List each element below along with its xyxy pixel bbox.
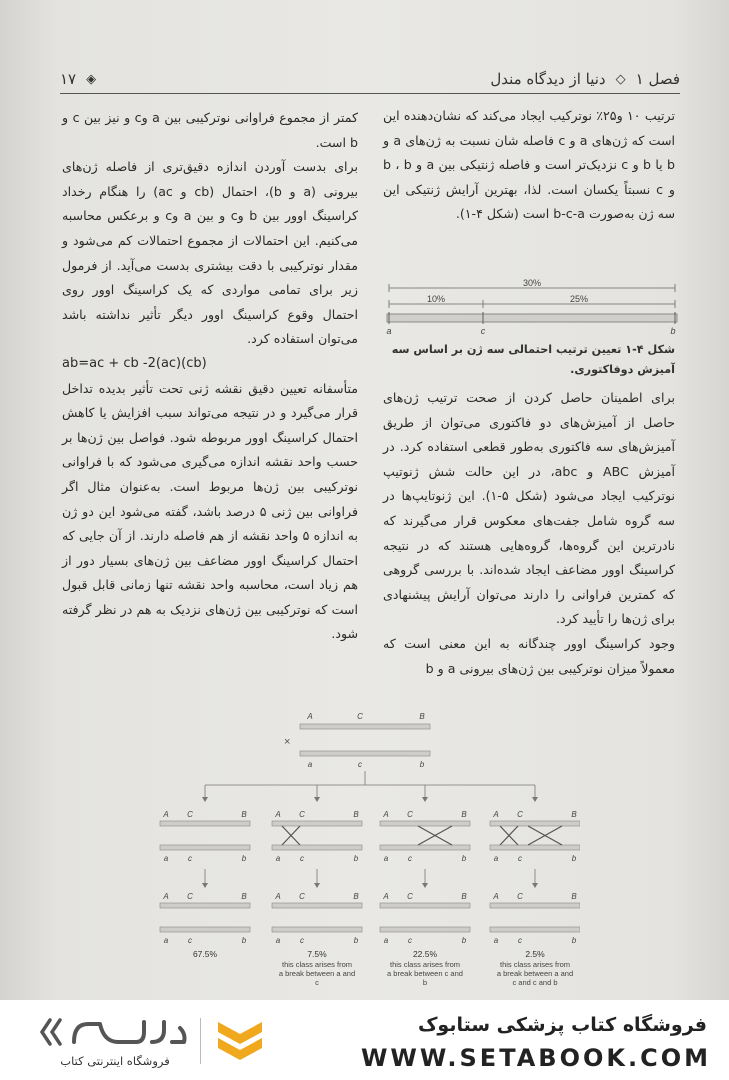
class-percent: 7.5% xyxy=(307,949,327,959)
class-note: c and c and b xyxy=(512,978,558,987)
result-label-a: a xyxy=(493,936,499,945)
result-label-B: B xyxy=(241,892,247,901)
result-label-b: b xyxy=(461,936,467,945)
class-label-B: B xyxy=(353,810,359,819)
chromosome-bar xyxy=(387,314,677,322)
result-label-B: B xyxy=(571,892,577,901)
result-label-b: b xyxy=(571,936,577,945)
cross-symbol: × xyxy=(284,736,291,748)
diamond-icon: ◇ xyxy=(615,71,626,87)
class-label-b: b xyxy=(571,854,577,863)
chromosome xyxy=(272,821,362,826)
chromosome xyxy=(380,903,470,908)
store-name: فروشگاه کتاب پزشکی ستابوک xyxy=(417,1014,707,1036)
locus-c: c xyxy=(480,326,486,336)
store-footer xyxy=(0,1000,729,1080)
class-label-a: a xyxy=(275,854,281,863)
chromosome xyxy=(380,845,470,850)
class-label-b: b xyxy=(353,854,359,863)
paragraph: ترتیب ۱۰ و۲۵٪ نوترکیب ایجاد می‌کند که نشان‌دهنده این است که ژن‌های a و c فاصله شان نسبت به ژن‌های a و b یا b و c نزدیک‌تر است و فاصله ژنتیکی بین a و b ، b و c نسبتاً یکسان است. لذا، بهترین آرایش ژنتیکی این سه ژن به‌صورت b-c-a است (شکل ۴-۱). xyxy=(383,108,675,222)
class-label-c: c xyxy=(300,854,304,863)
total-distance-label: 30% xyxy=(522,278,542,288)
paragraph: وجود کراسینگ اوور چندگانه به این معنی است که معمولاً میزان نوترکیبی بین ژن‌های بیرونی a و b xyxy=(383,635,675,676)
class-percent: 22.5% xyxy=(412,949,438,959)
paragraph: برای اطمینان حاصل کردن از صحت ترتیب ژن‌های حاصل از آمیزش‌های دو فاکتوری می‌توان از طریق آمیزش‌های سه فاکتوری به‌طور قطعی استفاده کرد. در آمیزش ABC و abc، در این حالت شش ژنوتیپ نوترکیب ایجاد می‌شود (شکل ۵-۱). این ژنوتایپ‌ها در سه گروه شامل جفت‌های معکوس قرار می‌گیرند که نادرترین این گروه‌ها، گروه‌هایی هستند که در نتیجه کراسینگ اوور مضاعف ایجاد شده‌اند. با بررسی گروهی که کمترین فراوانی را دارند می‌توان آرایش پیشنهادی برای ژن‌ها را تأیید کرد. xyxy=(383,390,675,627)
class-note: this class arises from xyxy=(281,960,353,969)
chromosome xyxy=(272,845,362,850)
class-label-b: b xyxy=(461,854,467,863)
chromosome xyxy=(490,927,580,932)
arrow-head xyxy=(314,883,320,888)
class-label-B: B xyxy=(461,810,467,819)
class-note: c xyxy=(315,978,319,987)
chromosome xyxy=(272,927,362,932)
locus-b: b xyxy=(670,326,676,336)
class-label-C: C xyxy=(187,810,193,819)
three-point-cross-figure xyxy=(150,705,580,1000)
running-header xyxy=(60,66,680,92)
paragraph: متأسفانه تعیین دقیق نقشه ژنی تحت تأثیر بدیده تداخل قرار می‌گیرد و در نتیجه می‌تواند سبب افزایش یا کاهش احتمال کراسینگ اوور مربوطه شود. فواصل بین ژن‌ها بر حسب واحد نقشه اندازه می‌گیری می‌شود که با فراوانی نوترکیبی بین ژن‌ها مربوط است. به‌عنوان مثال اگر فراوانی بین ژنی ۵ درصد باشد، گفته می‌شود این دو ژن به اندازه ۵ واحد نقشه از هم فاصله دارند. از آن جایی که احتمال کراسینگ اوور مضاعف بین ژن‌های بسیار دور از هم زیاد است، محاسبه واحد نقشه تنها زمانی قابل قبول است که نوترکیبی بین ژن‌های نزدیک به هم در نظر گرفته شود. xyxy=(62,380,358,642)
result-label-A: A xyxy=(163,892,169,901)
right-column-bottom xyxy=(383,386,675,681)
chromosome xyxy=(490,845,580,850)
class-note: b xyxy=(422,978,428,987)
parent-label-B: B xyxy=(419,712,425,721)
result-label-B: B xyxy=(461,892,467,901)
page-number: ۱۷ xyxy=(60,70,77,88)
parent-label-C: C xyxy=(357,712,363,721)
paragraph: کمتر از مجموع فراوانی نوترکیبی بین a وc و نیز بین c و b است. xyxy=(62,110,358,150)
result-label-b: b xyxy=(353,936,359,945)
class-label-c: c xyxy=(188,854,192,863)
setabook-logo xyxy=(40,1012,190,1052)
chapter-title: دنیا از دیدگاه مندل xyxy=(490,70,606,88)
class-label-c: c xyxy=(408,854,412,863)
result-label-a: a xyxy=(383,936,389,945)
class-label-B: B xyxy=(571,810,577,819)
result-label-A: A xyxy=(275,892,281,901)
result-label-A: A xyxy=(493,892,499,901)
result-label-c: c xyxy=(518,936,522,945)
left-distance-label: 10% xyxy=(426,294,446,304)
result-label-c: c xyxy=(300,936,304,945)
result-label-a: a xyxy=(275,936,281,945)
right-column-top xyxy=(383,104,675,227)
class-label-C: C xyxy=(407,810,413,819)
class-label-c: c xyxy=(518,854,522,863)
parent-label-a: a xyxy=(307,760,313,769)
class-note: a break between a and xyxy=(496,969,574,978)
arrow-head xyxy=(422,883,428,888)
result-label-C: C xyxy=(187,892,193,901)
result-label-c: c xyxy=(188,936,192,945)
recombination-formula: ab=ac + cb -2(ac)(cb) xyxy=(62,355,207,371)
class-percent: 67.5% xyxy=(192,949,218,959)
chromosome xyxy=(272,903,362,908)
left-column xyxy=(62,106,358,647)
chromosome xyxy=(160,845,250,850)
class-label-A: A xyxy=(275,810,281,819)
right-distance-label: 25% xyxy=(569,294,589,304)
chromosome xyxy=(160,903,250,908)
store-url[interactable]: WWW.SETABOOK.COM xyxy=(360,1044,711,1072)
class-note: a break between c and xyxy=(387,969,463,978)
chromosome xyxy=(380,927,470,932)
figure-caption: شکل ۴-۱ تعیین ترتیب احتمالی سه ژن بر اساس سه آمیزش دوفاکتوری. xyxy=(391,343,675,376)
chromosome xyxy=(160,927,250,932)
class-percent: 2.5% xyxy=(525,949,545,959)
logo-divider xyxy=(200,1018,201,1064)
class-note: a break between a and xyxy=(278,969,356,978)
parent-label-c: c xyxy=(358,760,362,769)
paragraph: برای بدست آوردن اندازه دقیق‌تری از فاصله ژن‌های بیرونی (a و b)، احتمال (cb و ac) را هنگام رخداد کراسینگ اوور بین b وc و بین a وc و برعکس محاسبه می‌کنیم. این احتمالات از مجموع احتمالات کم می‌شود و مقدار نوترکیبی با دقت بیشتری بدست می‌آید. از فرمول زیر برای تمامی مواردی که یک کراسینگ اوور روی احتمال وقوع کراسینگ اوور دیگر تأثیر نداشته باشد می‌توان استفاده کرد. xyxy=(62,159,359,347)
result-label-B: B xyxy=(353,892,359,901)
class-label-A: A xyxy=(493,810,499,819)
class-note: this class arises from xyxy=(499,960,571,969)
result-label-C: C xyxy=(407,892,413,901)
class-label-a: a xyxy=(383,854,389,863)
parental-chromosomes xyxy=(284,712,430,769)
arrow-head xyxy=(202,883,208,888)
chevron-logo-icon xyxy=(214,1016,266,1066)
result-label-a: a xyxy=(163,936,169,945)
chromosome xyxy=(380,821,470,826)
chapter-label: فصل ۱ xyxy=(635,70,680,88)
result-label-A: A xyxy=(383,892,389,901)
class-label-A: A xyxy=(163,810,169,819)
class-label-B: B xyxy=(241,810,247,819)
arrow-head xyxy=(532,883,538,888)
parent-label-A: A xyxy=(307,712,313,721)
result-label-b: b xyxy=(241,936,247,945)
header-rule xyxy=(60,93,680,94)
logo-tagline: فروشگاه اینترنتی کتاب xyxy=(60,1054,170,1068)
chromosome xyxy=(490,903,580,908)
result-label-c: c xyxy=(408,936,412,945)
gene-order-figure xyxy=(383,278,679,338)
chromosome xyxy=(490,821,580,826)
class-label-C: C xyxy=(517,810,523,819)
diamond-filled-icon: ◈ xyxy=(86,71,97,87)
class-label-C: C xyxy=(299,810,305,819)
locus-a: a xyxy=(386,326,392,336)
class-note: this class arises from xyxy=(389,960,461,969)
result-label-C: C xyxy=(299,892,305,901)
class-label-a: a xyxy=(163,854,169,863)
class-label-A: A xyxy=(383,810,389,819)
parent-label-b: b xyxy=(419,760,425,769)
class-label-b: b xyxy=(241,854,247,863)
class-label-a: a xyxy=(493,854,499,863)
chromosome xyxy=(160,821,250,826)
result-label-C: C xyxy=(517,892,523,901)
